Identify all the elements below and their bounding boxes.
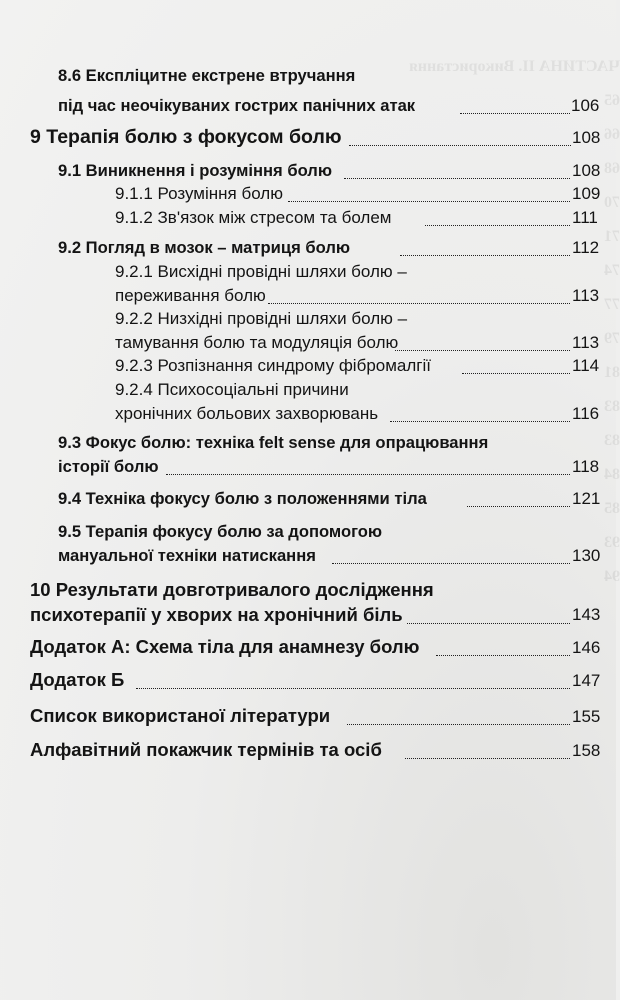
toc-entry-label: 9.1.2 Зв'язок між стресом та болем: [115, 208, 392, 227]
page-number: 113: [572, 333, 600, 352]
dot-leader: [395, 350, 570, 351]
page-number: 116: [572, 404, 600, 423]
dot-leader: [136, 688, 570, 689]
dot-leader: [425, 225, 570, 226]
page-number: 130: [572, 546, 601, 565]
toc-entry-label: 9.3 Фокус болю: техніка felt sense для опрацювання: [58, 433, 489, 452]
toc-entry-label: 9.2.2 Низхідні провідні шляхи болю –: [115, 309, 408, 328]
toc-entry-label: історії болю: [58, 457, 159, 476]
page-number: 106: [571, 96, 600, 115]
dot-leader: [400, 255, 570, 256]
page-number: 112: [572, 238, 600, 257]
dot-leader: [407, 623, 570, 624]
dot-leader: [460, 113, 570, 114]
toc-entry-label: під час неочікуваних гострих панічних атак: [58, 96, 416, 115]
toc-entry-label: Додаток Б: [30, 669, 125, 690]
toc-entry-label: 9.5 Терапія фокусу болю за допомогою: [58, 522, 383, 541]
page-number: 113: [572, 286, 600, 305]
page-number: 108: [572, 128, 601, 147]
toc-entry-label: Додаток А: Схема тіла для анамнезу болю: [30, 636, 420, 657]
toc-entry-label: 9.1.1 Розуміння болю: [115, 184, 283, 203]
page-number: 147: [572, 671, 601, 690]
page-number: 155: [572, 707, 601, 726]
dot-leader: [268, 303, 570, 304]
page-number: 158: [572, 741, 601, 760]
page-number: 111: [572, 208, 598, 227]
toc-entry-label: 9.2.3 Розпізнання синдрому фібромалгії: [115, 356, 431, 375]
dot-leader: [332, 563, 570, 564]
toc-entry-label: мануальної техніки натискання: [58, 546, 316, 565]
dot-leader: [405, 758, 570, 759]
toc-entry-label: психотерапії у хворих на хронічний біль: [30, 604, 403, 625]
toc-entry-label: 9.2.4 Психосоціальні причини: [115, 380, 349, 399]
page-number: 146: [572, 638, 601, 657]
toc-entry-label: 8.6 Експліцитне екстрене втручання: [58, 66, 356, 85]
toc-entry-label: 9.2.1 Висхідні провідні шляхи болю –: [115, 262, 407, 281]
toc-entry-label: 9.4 Техніка фокусу болю з положеннями тіла: [58, 489, 427, 508]
toc-entry-label: 10 Результати довготривалого дослідження: [30, 579, 434, 600]
toc-entry-label: тамування болю та модуляція болю: [115, 333, 399, 352]
toc-entry-label: хронічних больових захворювань: [115, 404, 379, 423]
toc-entry-label: 9 Терапія болю з фокусом болю: [30, 126, 342, 148]
toc-entry-label: 9.1 Виникнення і розуміння болю: [58, 161, 333, 180]
dot-leader: [349, 145, 571, 146]
dot-leader: [344, 178, 570, 179]
dot-leader: [467, 506, 570, 507]
toc-entry-label: 9.2 Погляд в мозок – матриця болю: [58, 238, 351, 257]
page-number: 114: [572, 356, 600, 375]
page-number: 109: [572, 184, 601, 203]
dot-leader: [166, 474, 570, 475]
page-number: 121: [572, 489, 601, 508]
toc-entry-label: Список використаної літератури: [30, 705, 331, 726]
dot-leader: [462, 373, 570, 374]
dot-leader: [436, 655, 570, 656]
page-number: 118: [572, 457, 600, 476]
toc-entry-label: Алфавітний покажчик термінів та осіб: [30, 739, 382, 760]
dot-leader: [288, 201, 570, 202]
dot-leader: [347, 724, 570, 725]
show-through-text: ЧАСТИНА II. Використання 65 66 68 70 71 74 77 79 81 83 83 84 85 93 94: [409, 58, 620, 585]
dot-leader: [390, 421, 570, 422]
page-number: 143: [572, 605, 601, 624]
page-number: 108: [572, 161, 601, 180]
toc-entry-label: переживання болю: [115, 286, 266, 305]
